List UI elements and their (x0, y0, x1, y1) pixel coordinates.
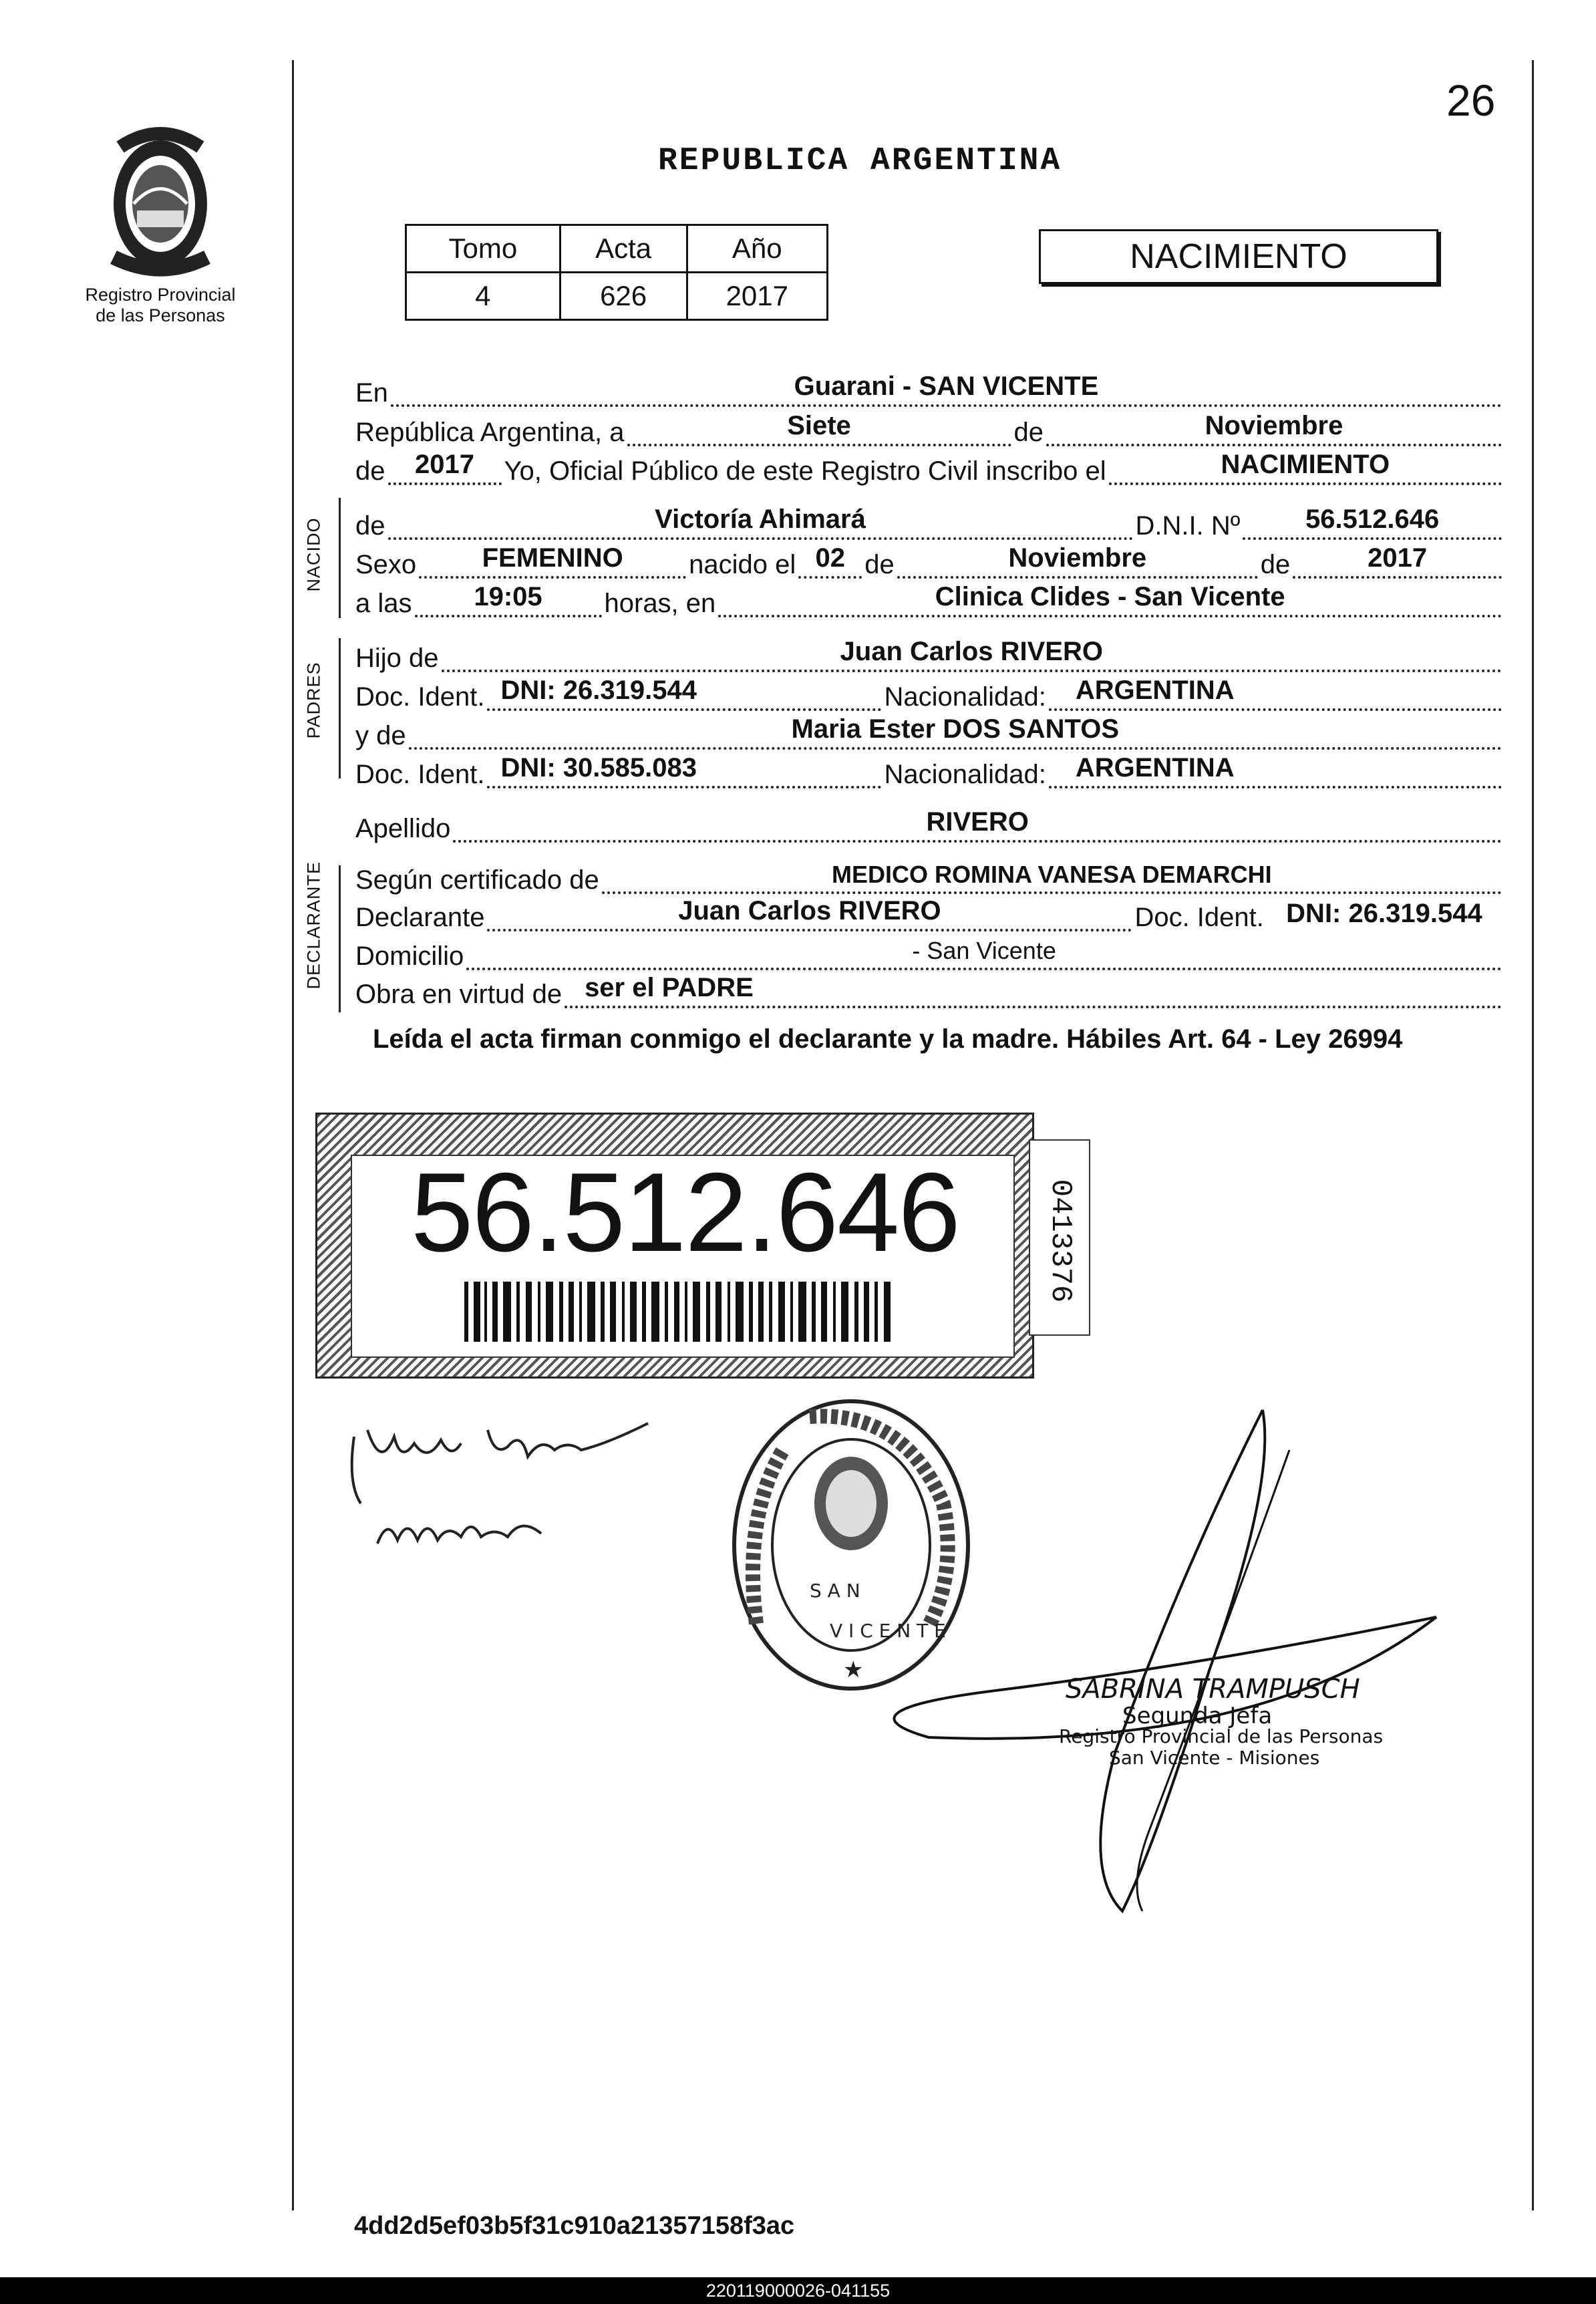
tomo-value: 4 (406, 273, 561, 320)
official-role: Segunda Jefa (1122, 1703, 1273, 1729)
en-field (391, 364, 1502, 407)
declarante-side-label: DECLARANTE (303, 861, 324, 990)
nombre-field (388, 497, 1133, 540)
row-hora (353, 580, 1502, 620)
declarante-value: Juan Carlos RIVERO (678, 896, 941, 925)
acta-value: 626 (560, 273, 687, 320)
declarante-field (487, 889, 1132, 931)
closing-text: Leída el acta firman conmigo el declarante y la madre. Hábiles Art. 64 - Ley 26994 (373, 1024, 1403, 1054)
nacido-side-label: NACIDO (303, 517, 324, 592)
padre-nac-value: ARGENTINA (1075, 676, 1235, 705)
left-margin-rule (292, 60, 294, 2210)
domicilio-label: Domicilio (355, 942, 464, 971)
mes-nac-field (897, 536, 1258, 579)
de2-label: de (355, 456, 385, 486)
mes-field (1046, 404, 1502, 446)
madre-field (409, 707, 1502, 750)
certificado-label: Según certificado de (355, 865, 599, 895)
row-obra (353, 971, 1502, 1011)
sticker-dni-number: 56.512.646 (411, 1149, 959, 1275)
padre-value: Juan Carlos RIVERO (840, 637, 1103, 666)
anio-field (388, 442, 502, 485)
row-inscribo (353, 448, 1502, 488)
row-madre-doc (353, 751, 1502, 791)
y-de-label: y de (355, 721, 406, 750)
sticker-serial: 0413376 (1044, 1179, 1077, 1303)
padres-bracket (339, 638, 350, 778)
domicilio-field (466, 927, 1502, 970)
registry-label-line1: Registro Provincial (85, 285, 236, 305)
svg-text:V I C E N T E: V I C E N T E (830, 1620, 946, 1642)
hora-value: 19:05 (474, 582, 542, 611)
dni-sticker (315, 1113, 1034, 1379)
anio-value: 2017 (687, 273, 827, 320)
sexo-value: FEMENINO (482, 543, 623, 573)
madre-doc-value: DNI: 30.585.083 (500, 753, 697, 782)
dia-nac-field (798, 536, 862, 579)
nacido-bracket (339, 498, 350, 618)
registry-label-line2: de las Personas (96, 305, 225, 325)
dia-field (627, 404, 1011, 446)
republica-label: República Argentina, a (355, 418, 625, 447)
certificado-value: MEDICO ROMINA VANESA DEMARCHI (832, 861, 1272, 888)
declarante-bracket (339, 865, 350, 1012)
svg-text:S A N: S A N (810, 1580, 860, 1602)
sticker-serial-tab (1029, 1139, 1090, 1336)
certificado-field (602, 851, 1502, 894)
footer-id-bar: 220119000026-041155 (0, 2277, 1596, 2304)
mes-value: Noviembre (1205, 411, 1343, 440)
anio-header: Año (687, 225, 827, 273)
obra-value: ser el PADRE (585, 973, 754, 1002)
official-name: SABRINA TRAMPUSCH (1066, 1674, 1360, 1705)
nombre-value: Victoría Ahimará (655, 505, 866, 534)
en-label: En (355, 378, 388, 408)
madre-signature (374, 1503, 548, 1557)
record-type-box: NACIMIENTO (1039, 229, 1438, 284)
obra-field (565, 966, 1502, 1008)
inscribo-value: NACIMIENTO (1221, 450, 1390, 479)
official-location: San Vicente - Misiones (1109, 1747, 1320, 1769)
record-table (405, 224, 828, 321)
official-signature (862, 1403, 1463, 1924)
declarante-label: Declarante (355, 903, 485, 932)
official-office: Registro Provincial de las Personas (1059, 1725, 1384, 1747)
anio-intro-value: 2017 (415, 450, 474, 479)
obra-label: Obra en virtud de (355, 980, 563, 1009)
apellido-label: Apellido (355, 814, 451, 843)
madre-doc-label: Doc. Ident. (355, 760, 485, 789)
row-apellido (353, 805, 1502, 845)
madre-value: Maria Ester DOS SANTOS (791, 714, 1120, 744)
sexo-field (419, 536, 686, 579)
padre-nac-field (1049, 668, 1502, 711)
madre-doc-field (487, 746, 881, 788)
horas-en-label: horas, en (604, 589, 716, 618)
madre-nac-field (1049, 746, 1502, 788)
document-hash: 4dd2d5ef03b5f31c910a21357158f3ac (354, 2212, 795, 2240)
dni-value: 56.512.646 (1305, 505, 1440, 534)
en-value: Guarani - SAN VICENTE (794, 372, 1099, 401)
padres-side-label: PADRES (303, 662, 324, 739)
padre-nac-label: Nacionalidad: (884, 682, 1046, 712)
a-las-label: a las (355, 589, 412, 618)
right-margin-rule (1532, 60, 1534, 2210)
padre-field (442, 629, 1502, 672)
declarante-signature (341, 1410, 655, 1510)
hijo-de-label: Hijo de (355, 643, 439, 673)
apellido-field (453, 800, 1502, 843)
apellido-value: RIVERO (926, 807, 1029, 837)
svg-text:★: ★ (843, 1657, 864, 1683)
lugar-value: Clinica Clides - San Vicente (935, 582, 1285, 611)
dia-value: Siete (787, 411, 851, 440)
sticker-barcode-icon (464, 1282, 892, 1342)
lugar-field (718, 575, 1502, 617)
registry-label (67, 285, 254, 326)
madre-nac-value: ARGENTINA (1075, 753, 1235, 782)
declarante-doc-label: Doc. Ident. (1134, 903, 1264, 932)
declarante-doc-value: DNI: 26.319.544 (1286, 899, 1482, 928)
nacido-de-label: de (355, 511, 385, 541)
padre-doc-value: DNI: 26.319.544 (500, 676, 697, 705)
domicilio-value: - San Vicente (912, 937, 1056, 964)
mes-nac-value: Noviembre (1008, 543, 1147, 573)
sexo-label: Sexo (355, 550, 417, 579)
nacido-el-label: nacido el (689, 550, 796, 579)
inscribo-field (1109, 442, 1502, 485)
de-label3: de (1260, 550, 1291, 579)
acta-header: Acta (560, 225, 687, 273)
de-label2: de (864, 550, 895, 579)
dia-nac-value: 02 (815, 543, 846, 573)
padre-doc-label: Doc. Ident. (355, 682, 485, 712)
padre-doc-field (487, 668, 881, 711)
dni-field (1243, 497, 1502, 540)
madre-nac-label: Nacionalidad: (884, 760, 1046, 789)
yo-text: Yo, Oficial Público de este Registro Civil inscribo el (504, 456, 1106, 486)
de-label: de (1013, 418, 1044, 447)
hora-field (415, 575, 602, 617)
dni-label: D.N.I. Nº (1135, 511, 1241, 541)
declarante-doc-field (1267, 891, 1502, 931)
document-title: REPUBLICA ARGENTINA (658, 143, 1062, 179)
province-seal-logo (94, 120, 227, 281)
page-number: 26 (1446, 76, 1496, 125)
tomo-header: Tomo (406, 225, 561, 273)
anio-nac-field (1293, 536, 1502, 579)
anio-nac-value: 2017 (1368, 543, 1428, 573)
